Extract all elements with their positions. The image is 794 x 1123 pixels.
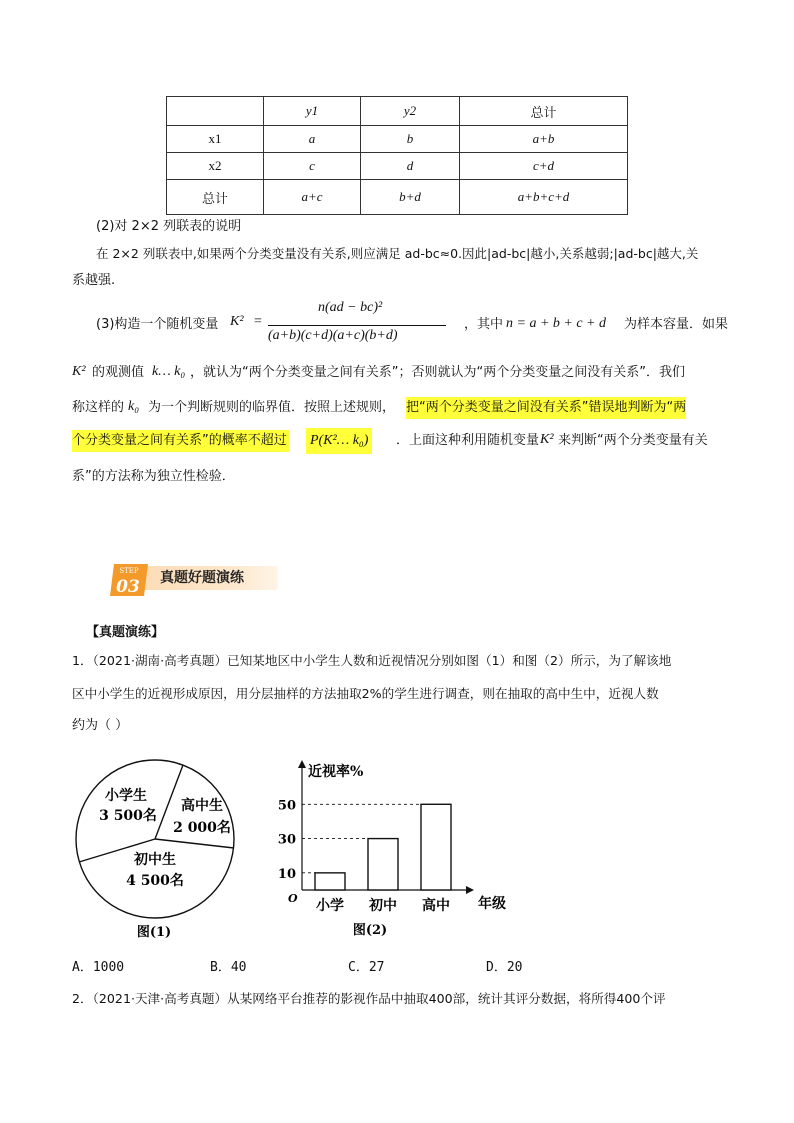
figure2-caption: 图(2) xyxy=(352,923,388,938)
fraction-bar xyxy=(268,325,446,326)
pie-slice-label: 初中生 xyxy=(134,852,176,868)
k2-symbol: K² xyxy=(540,432,554,447)
x-tick-label: 小学 xyxy=(316,898,344,914)
sample-text: 为样本容量．如果 xyxy=(624,317,729,332)
table-cell: y2 xyxy=(361,97,460,126)
equals-sign: = xyxy=(254,314,262,329)
text-span: 来判断“两个分类变量有关 xyxy=(558,433,708,448)
highlighted-text: 把“两个分类变量之间没有关系”错误地判断为“两 xyxy=(406,397,686,419)
y-axis-arrow xyxy=(298,760,306,768)
table-row xyxy=(167,180,628,215)
section2-line1: 在 2×2 列联表中,如果两个分类变量没有关系,则应满足 ad-bc≈0.因此|ad-bc|越小,关系越弱;|ad-bc|越大,关 xyxy=(96,246,699,261)
pie-slice-value: 4 500名 xyxy=(126,873,184,889)
formula-denominator: (a+b)(c+d)(a+c)(b+d) xyxy=(268,328,398,343)
highlighted-text: 个分类变量之间有关系”的概率不超过 xyxy=(72,430,289,452)
table-cell: a+b xyxy=(460,126,628,153)
table-cell: 总计 xyxy=(460,97,628,126)
option-a: A．1000 xyxy=(72,960,125,975)
table-cell: a+c xyxy=(264,180,361,215)
x-axis-label: 年级 xyxy=(478,896,506,912)
bar-chart xyxy=(270,756,520,942)
highlighted-probability: P(K²… k₀) xyxy=(306,428,372,454)
k2-symbol: K² xyxy=(72,364,86,379)
table-row xyxy=(167,153,628,180)
pie-divider xyxy=(155,839,234,848)
question2-line1: 2．（2021·天津·高考真题）从某网络平台推荐的影视作品中抽取400部，统计其评分数据，将所得400个评 xyxy=(72,991,666,1006)
y-tick-label: 10 xyxy=(277,866,296,882)
k-math: k… k₀ xyxy=(152,364,186,379)
table-cell: d xyxy=(361,153,460,180)
formula-numerator: n(ad − bc)² xyxy=(318,300,383,315)
x-axis-arrow xyxy=(466,886,474,894)
pie-slice-label: 小学生 xyxy=(105,788,147,804)
option-b: B．40 xyxy=(210,960,247,975)
bar xyxy=(421,804,451,890)
k2-symbol: K² xyxy=(230,314,244,329)
table-cell: b+d xyxy=(361,180,460,215)
section2-heading: (2)对 2×2 列联表的说明 xyxy=(96,219,242,234)
pie-slice-value: 3 500名 xyxy=(99,808,157,824)
origin-label: O xyxy=(288,892,298,905)
y-axis-label: 近视率% xyxy=(308,764,364,780)
table-cell: a xyxy=(264,126,361,153)
table-cell: a+b+c+d xyxy=(460,180,628,215)
step-badge xyxy=(108,560,152,600)
figure1-caption: 图(1) xyxy=(136,925,172,940)
pie-slice-label: 高中生 xyxy=(181,798,223,814)
bar xyxy=(315,873,345,890)
table-cell: x2 xyxy=(167,153,264,180)
table-cell: 总计 xyxy=(167,180,264,215)
text-span: ，就认为“两个分类变量之间有关系”；否则就认为“两个分类变量之间没有关系”．我们 xyxy=(190,365,685,380)
table-cell: c xyxy=(264,153,361,180)
table-cell: c+d xyxy=(460,153,628,180)
text-span: 为一个判断规则的临界值．按照上述规则， xyxy=(148,400,396,415)
section3-lead: (3)构造一个随机变量 xyxy=(96,317,219,332)
pie-chart xyxy=(70,758,250,944)
banner-label: 真题好题演练 xyxy=(160,570,244,586)
k0-math: k₀ xyxy=(128,399,140,414)
option-c: C．27 xyxy=(348,960,385,975)
text-span: 的观测值 xyxy=(92,365,145,380)
table-cell xyxy=(167,97,264,126)
practice-title: 【真题演练】 xyxy=(86,625,165,640)
table-header-row xyxy=(167,97,628,126)
step-number: 03 xyxy=(116,577,140,597)
section2-line2: 系越强. xyxy=(72,273,116,288)
question1-line1: 1．（2021·湖南·高考真题）已知某地区中小学生人数和近视情况分别如图（1）和图（2）所示，为了解该地 xyxy=(72,653,672,668)
question1-line3: 约为（ ） xyxy=(72,718,129,733)
table-row xyxy=(167,126,628,153)
table-cell: b xyxy=(361,126,460,153)
step-word: STEP xyxy=(119,567,139,575)
contingency-table xyxy=(166,96,628,215)
text-span: 称这样的 xyxy=(72,400,125,415)
y-tick-label: 30 xyxy=(277,832,296,848)
y-tick-label: 50 xyxy=(277,798,296,814)
x-tick-label: 初中 xyxy=(369,898,397,914)
n-definition: n = a + b + c + d xyxy=(506,316,607,331)
bar xyxy=(368,839,398,890)
pie-slice-value: 2 000名 xyxy=(173,820,231,836)
section3-line5: 系”的方法称为独立性检验． xyxy=(72,469,235,484)
table-cell: x1 xyxy=(167,126,264,153)
after-formula-text: ，其中 xyxy=(464,317,504,332)
x-tick-label: 高中 xyxy=(422,898,450,914)
text-span: ．上面这种利用随机变量 xyxy=(396,433,540,448)
option-d: D．20 xyxy=(486,960,523,975)
table-cell: y1 xyxy=(264,97,361,126)
question1-line2: 区中小学生的近视形成原因，用分层抽样的方法抽取2%的学生进行调查，则在抽取的高中生中，近视人数 xyxy=(72,686,659,701)
